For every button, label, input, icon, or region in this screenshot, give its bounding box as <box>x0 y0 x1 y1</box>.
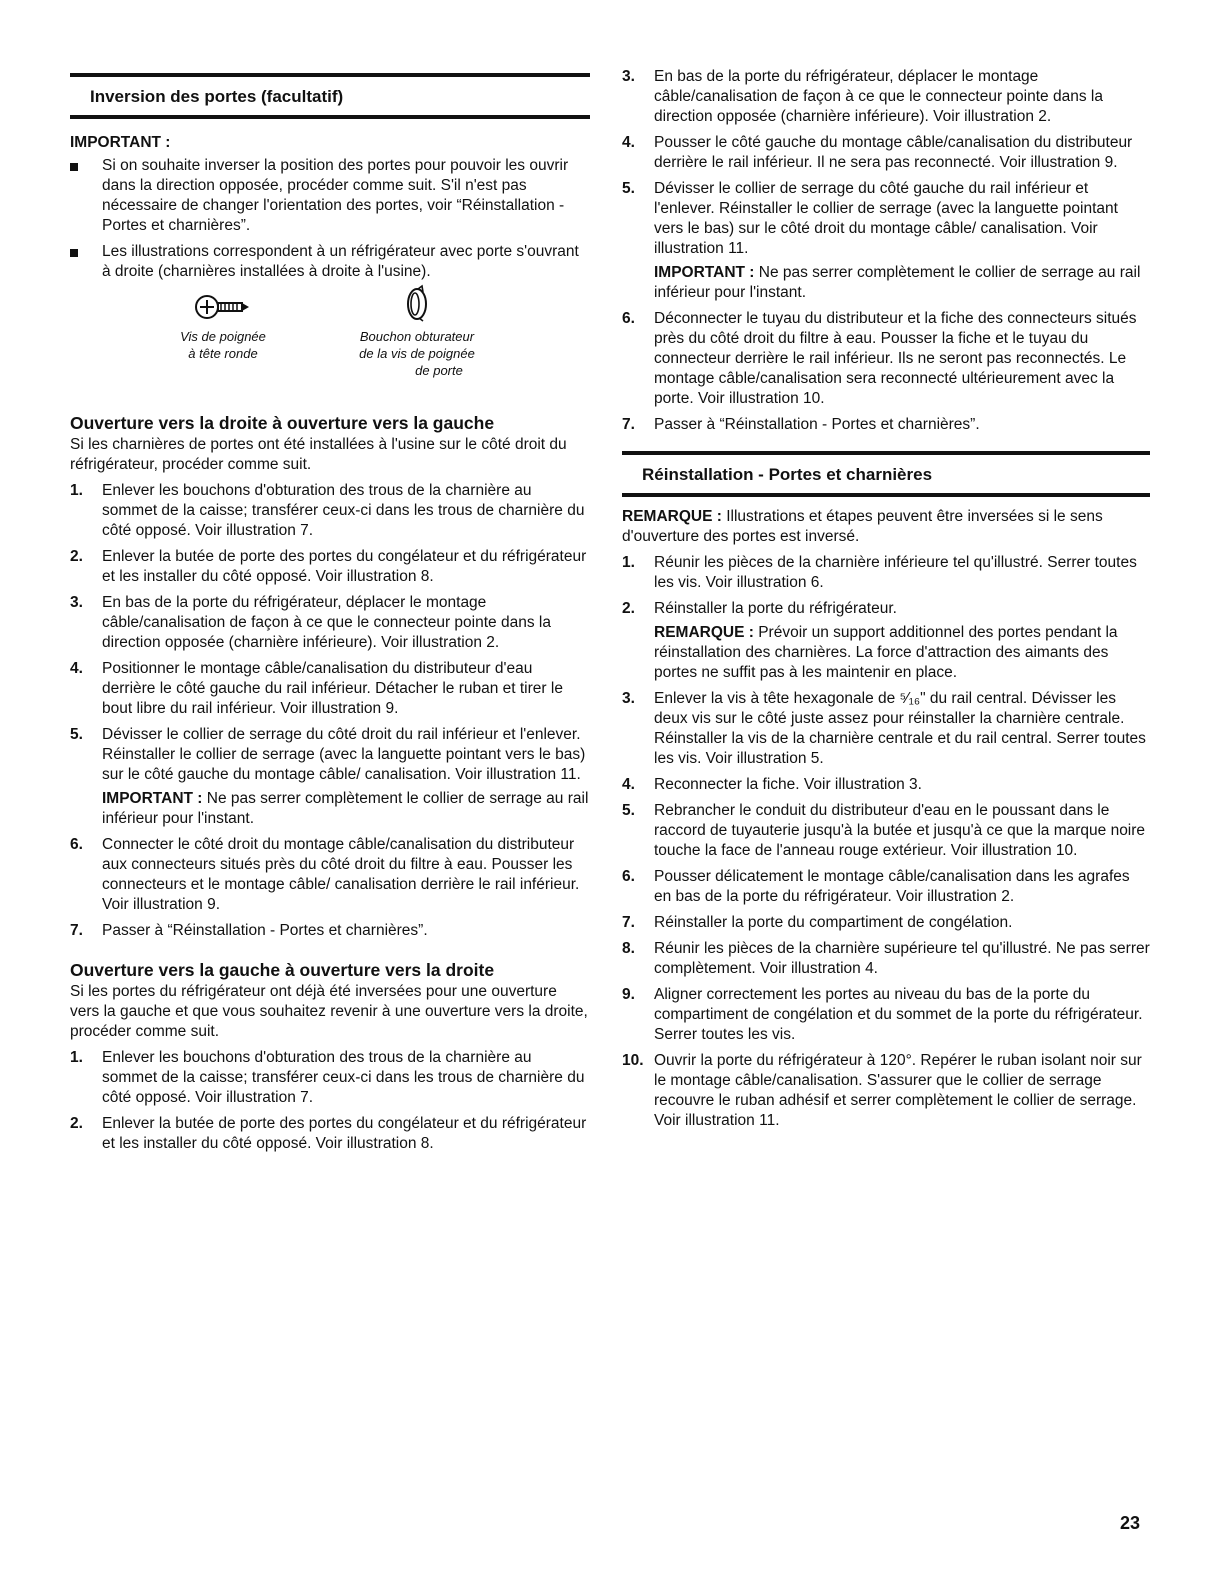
list-item: 4. Reconnecter la fiche. Voir illustration 3. <box>622 776 922 793</box>
remarque-text: REMARQUE : Illustrations et étapes peuvent être inversées si le sens d'ouverture des portes est inversé. <box>622 508 1103 545</box>
list-item: 2. Enlever la butée de porte des portes du congélateur et du réfrigérateur et les installer du côté opposé. Voir illustration 8. <box>70 1115 587 1152</box>
parts-figures <box>70 288 590 398</box>
page-number: 23 <box>1120 1513 1141 1533</box>
list-item: 7. Passer à “Réinstallation - Portes et charnières”. <box>70 922 428 939</box>
list-item: 9. Aligner correctement les portes au niveau du bas de la porte du compartiment de congélation et du sommet de la porte du réfrigérateur. Serrer toutes les vis. <box>622 986 1143 1043</box>
left-column <box>70 73 590 1160</box>
list-item: Les illustrations correspondent à un réfrigérateur avec porte s'ouvrant à droite (charnières installées à droite à l'usine). <box>70 242 590 282</box>
list-item: 2. Enlever la butée de porte des portes du congélateur et du réfrigérateur et les installer du côté opposé. Voir illustration 8. <box>70 548 587 585</box>
screw-icon <box>193 290 253 324</box>
list-item: 1. Enlever les bouchons d'obturation des trous de la charnière au sommet de la caisse; transférer ceux-ci dans les trous de charnière du côté opposé. Voir illustration 7. <box>70 482 585 539</box>
list-item: 2. Réinstaller la porte du réfrigérateur. REMARQUE : Prévoir un support additionnel des portes pendant la réinstallation des charnières. La force d'attraction des aimants des portes ne suffit pas à les maintenir en place. <box>622 599 1150 683</box>
list-item: 3. Enlever la vis à tête hexagonale de ⁵⁄₁₆" du rail central. Dévisser les deux vis sur le côté juste assez pour réinstaller la charnière centrale. Réinstaller la vis de la charnière centrale et du rail central. Serrer toutes les vis. Voir illustration 5. <box>622 690 1146 767</box>
list-item: 6. Déconnecter le tuyau du distributeur et la fiche des connecteurs situés près du côté droit du filtre à eau. Pousser la fiche et le tuyau du connecteur derrière le rail inférieur. Ils ne seront pas reconnectés. Le montage câble/canalisation sera reconnecté ultérieurement avec la porte. Voir illustration 10. <box>622 310 1137 407</box>
step-note: IMPORTANT : Ne pas serrer complètement le collier de serrage au rail inférieur pour l'instant. <box>102 790 589 827</box>
bullet-square-icon <box>70 249 78 257</box>
list-item: 5. Dévisser le collier de serrage du côté gauche du rail inférieur et l'enlever. Réinstaller le collier de serrage (avec la languette pointant vers le bas) sur le côté droit du montage câble/ canalisation. Voir illustration 11. IMPORTANT : Ne pas serrer complètement le collier de serrage au rail inférieur pour l'instant. <box>622 179 1150 303</box>
list-item: 3. En bas de la porte du réfrigérateur, déplacer le montage câble/canalisation de façon à ce que le connecteur pointe dans la direction opposée (charnière inférieure). Voir illustration 2. <box>70 594 551 651</box>
list-item: 5. Rebrancher le conduit du distributeur d'eau en le poussant dans le raccord de tuyauterie jusqu'à la butée et jusqu'à ce que la marque noire touche la face de l'anneau rouge extérieur. Voir illustration 10. <box>622 802 1146 859</box>
list-item: 6. Connecter le côté droit du montage câble/canalisation du distributeur aux connecteurs situés près du côté droit du filtre à eau. Pousser les connecteurs et le montage câble/ canalisation derrière le rail inférieur. Voir illustration 9. <box>70 836 580 913</box>
list-item: 7. Réinstaller la porte du compartiment de congélation. <box>622 914 1013 931</box>
list-item: 6. Pousser délicatement le montage câble/canalisation dans les agrafes en bas de la porte du réfrigérateur. Voir illustration 2. <box>622 868 1130 905</box>
list-item: 4. Positionner le montage câble/canalisation du distributeur d'eau derrière le côté gauche du rail inférieur. Détacher le ruban et tirer le bout libre du rail inférieur. Voir illustration 9. <box>70 660 563 717</box>
figure-plug: Bouchon obturateur de la vis de poignée de porte <box>322 284 512 379</box>
list-item: 10. Ouvrir la porte du réfrigérateur à 120°. Repérer le ruban isolant noir sur le montage câble/canalisation. S'assurer que le collier de serrage recouvre le ruban adhésif et serrer complètement le collier de serrage. Voir illustration 11. <box>622 1052 1142 1129</box>
figure-screw: Vis de poignée à tête ronde <box>158 290 288 362</box>
plug-icon <box>402 284 432 324</box>
list-item: 1. Enlever les bouchons d'obturation des trous de la charnière au sommet de la caisse; transférer ceux-ci dans les trous de charnière du côté opposé. Voir illustration 7. <box>70 1049 585 1106</box>
bullet-square-icon <box>70 163 78 171</box>
intro-text: Si les charnières de portes ont été installées à l'usine sur le côté droit du réfrigérateur, procéder comme suit. <box>70 436 567 473</box>
right-column <box>622 67 1150 1137</box>
list-item: 1. Réunir les pièces de la charnière inférieure tel qu'illustré. Serrer toutes les vis. Voir illustration 6. <box>622 554 1137 591</box>
list-item: 8. Réunir les pièces de la charnière supérieure tel qu'illustré. Ne pas serrer complètement. Voir illustration 4. <box>622 940 1150 977</box>
section-title-reinstallation: Réinstallation - Portes et charnières <box>622 451 1150 497</box>
step-note: IMPORTANT : Ne pas serrer complètement le collier de serrage au rail inférieur pour l'instant. <box>654 264 1141 301</box>
important-label: IMPORTANT : <box>70 134 171 151</box>
list-item: 5. Dévisser le collier de serrage du côté droit du rail inférieur et l'enlever. Réinstaller le collier de serrage (avec la languette pointant vers le bas) sur le côté gauche du montage câble/ canalisation. Voir illustration 11. IMPORTANT : Ne pas serrer complètement le collier de serrage au rail inférieur pour l'instant. <box>70 726 589 827</box>
step-note: REMARQUE : Prévoir un support additionnel des portes pendant la réinstallation des charnières. La force d'attraction des aimants des portes ne suffit pas à les maintenir en place. <box>654 624 1118 681</box>
intro-text: Si les portes du réfrigérateur ont déjà été inversées pour une ouverture vers la gauche et que vous souhaitez revenir à une ouverture vers la droite, procéder comme suit. <box>70 983 588 1040</box>
list-item: Si on souhaite inverser la position des portes pour pouvoir les ouvrir dans la direction opposée, procéder comme suit. S'il n'est pas nécessaire de changer l'orientation des portes, voir “Réinstallation - Portes et charnières”. <box>70 156 590 236</box>
subsection-title-right-to-left: Ouverture vers la droite à ouverture vers la gauche <box>70 413 495 433</box>
list-item: 3. En bas de la porte du réfrigérateur, déplacer le montage câble/canalisation de façon à ce que le connecteur pointe dans la direction opposée (charnière inférieure). Voir illustration 2. <box>622 68 1103 125</box>
subsection-title-left-to-right: Ouverture vers la gauche à ouverture vers la droite <box>70 960 495 980</box>
list-item: 7. Passer à “Réinstallation - Portes et charnières”. <box>622 416 980 433</box>
section-title-door-reversal: Inversion des portes (facultatif) <box>70 73 590 119</box>
list-item: 4. Pousser le côté gauche du montage câble/canalisation du distributeur derrière le rail inférieur. Il ne sera pas reconnecté. Voir illustration 9. <box>622 134 1133 171</box>
